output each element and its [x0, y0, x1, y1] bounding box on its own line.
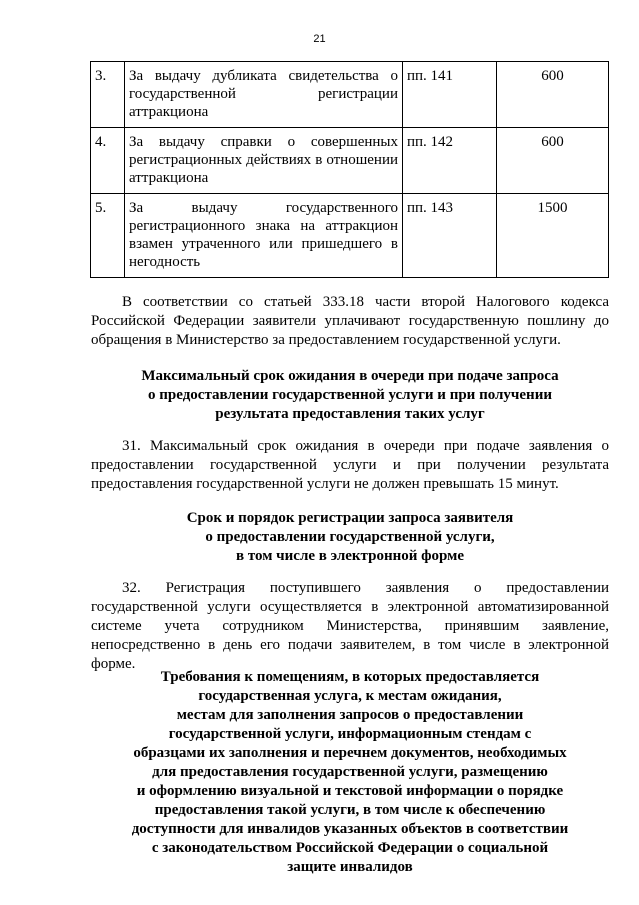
section-heading-wait-time: Максимальный срок ожидания в очереди при подаче запроса о предоставлении государственной услуги и при получении результата предоставления таких услуг	[141, 368, 559, 422]
section-heading-premises: Требования к помещениям, в которых предоставляется государственная услуга, к местам ожидания, местам для заполнения запросов о предоставлении государственной услуги, информационным стендам с образцами их заполнения и перечнем документов, необходимых для предоставления государственной услуги, размещению и оформлению визуальной и текстовой информации о порядке предоставления такой услуги, в том числе к обеспечению доступности для инвалидов указанных объектов в соответствии с законодательством Российской Федерации о социальной защите инвалидов	[131, 669, 569, 875]
page-number: 21	[313, 33, 326, 45]
fee-table	[90, 61, 609, 278]
paragraph-text: 31. Максимальный срок ожидания в очереди при подаче заявления о предоставлении государственной услуги и при получении результата предоставления государственной услуги не должен превышать 15 минут.	[91, 438, 609, 492]
row-reference: пп. 141	[403, 62, 497, 128]
row-number: 3.	[91, 62, 125, 128]
row-number: 4.	[91, 128, 125, 194]
row-description: За выдачу дубликата свидетельства о государственной регистрации аттракциона	[125, 62, 403, 128]
row-amount: 600	[497, 62, 609, 128]
tax-code-paragraph	[91, 293, 609, 350]
table-row	[91, 128, 609, 194]
row-reference: пп. 143	[403, 194, 497, 278]
paragraph-32	[91, 579, 609, 674]
paragraph-31	[91, 437, 609, 494]
row-amount: 600	[497, 128, 609, 194]
section-heading-registration: Срок и порядок регистрации запроса заявителя о предоставлении государственной услуги, в том числе в электронной форме	[186, 510, 514, 564]
row-description: За выдачу государственного регистрационного знака на аттракцион взамен утраченного или пришедшего в негодность	[125, 194, 403, 278]
table-row	[91, 62, 609, 128]
paragraph-text: В соответствии со статьей 333.18 части второй Налогового кодекса Российской Федерации заявители уплачивают государственную пошлину до обращения в Министерство за предоставлением государственной услуги.	[91, 294, 609, 348]
paragraph-text: 32. Регистрация поступившего заявления о предоставлении государственной услуги осуществляется в электронной автоматизированной системе учета сотрудником Министерства, принявшим заявление, непосредственно в день его подачи заявителем, в том числе в электронной форме.	[91, 580, 609, 672]
row-number: 5.	[91, 194, 125, 278]
row-reference: пп. 142	[403, 128, 497, 194]
row-amount: 1500	[497, 194, 609, 278]
table-row	[91, 194, 609, 278]
row-description: За выдачу справки о совершенных регистрационных действиях в отношении аттракциона	[125, 128, 403, 194]
